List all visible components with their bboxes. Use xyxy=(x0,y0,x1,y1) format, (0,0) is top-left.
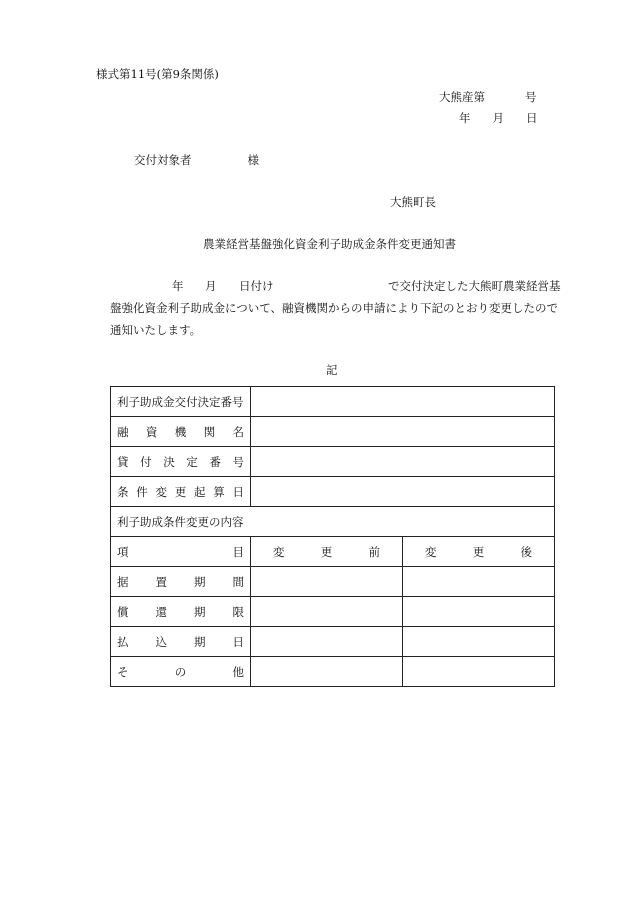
change-start-date-label xyxy=(111,477,251,507)
label-char: 付 xyxy=(140,454,152,469)
issue-date xyxy=(459,110,538,126)
loan-decision-number-label xyxy=(111,447,251,477)
before-change-header xyxy=(251,537,403,567)
label-char: 前 xyxy=(368,544,380,559)
label-char: 期 xyxy=(194,574,206,589)
repayment-deadline-before[interactable] xyxy=(251,597,403,627)
document-number xyxy=(439,89,537,105)
deferment-period-after[interactable] xyxy=(403,567,555,597)
table-row xyxy=(111,507,555,537)
label-char: 目 xyxy=(232,544,244,559)
body-dated: 日付け xyxy=(239,279,274,293)
payment-date-label xyxy=(111,627,251,657)
decision-number-label: 利子助成金交付決定番号 xyxy=(111,387,251,417)
label-char: 更 xyxy=(174,484,187,499)
financial-institution-label xyxy=(111,417,251,447)
deferment-period-label xyxy=(111,567,251,597)
label-char: 資 xyxy=(145,424,158,439)
label-char: の xyxy=(174,664,187,679)
label-char: 日 xyxy=(232,634,244,649)
table-row xyxy=(111,477,555,507)
label-char: 置 xyxy=(155,574,167,589)
other-after[interactable] xyxy=(403,657,555,687)
label-char: 決 xyxy=(163,454,175,469)
label-char: 間 xyxy=(232,574,244,589)
body-date-month: 月 xyxy=(205,279,217,293)
table-row xyxy=(111,657,555,687)
table-row xyxy=(111,627,555,657)
table-row xyxy=(111,417,555,447)
label-char: 込 xyxy=(155,634,167,649)
label-char: 限 xyxy=(232,604,244,619)
payment-date-before[interactable] xyxy=(251,627,403,657)
ki-heading: 記 xyxy=(326,363,338,377)
table-row xyxy=(111,387,555,417)
table-row xyxy=(111,597,555,627)
label-char: 期 xyxy=(194,604,206,619)
body-line-3: 通知いたします。 xyxy=(110,323,202,337)
repayment-deadline-after[interactable] xyxy=(403,597,555,627)
label-char: 据 xyxy=(117,574,129,589)
body-date-year: 年 xyxy=(172,279,184,293)
label-char: 他 xyxy=(232,664,244,679)
recipient xyxy=(134,152,259,168)
table-row xyxy=(111,567,555,597)
label-char: 払 xyxy=(117,634,129,649)
issuer: 大熊町長 xyxy=(390,195,436,209)
recipient-label: 交付対象者 xyxy=(134,153,192,167)
label-char: そ xyxy=(117,664,129,679)
recipient-honorific: 様 xyxy=(247,153,259,167)
label-char: 更 xyxy=(472,544,485,559)
label-char: 条 xyxy=(117,484,129,499)
form-number: 様式第11号(第9条関係) xyxy=(96,67,219,81)
document-number-suffix: 号 xyxy=(525,90,537,104)
label-char: 日 xyxy=(232,484,244,499)
label-char: 還 xyxy=(155,604,167,619)
document-title: 農業経営基盤強化資金利子助成金条件変更通知書 xyxy=(203,237,456,251)
financial-institution-value[interactable] xyxy=(251,417,555,447)
body-line-2: 盤強化資金利子助成金について、融資機関からの申請により下記のとおり変更したので xyxy=(110,301,559,315)
payment-date-after[interactable] xyxy=(403,627,555,657)
table-row xyxy=(111,447,555,477)
label-char: 件 xyxy=(136,484,148,499)
issue-date-year: 年 xyxy=(459,111,471,125)
deferment-period-before[interactable] xyxy=(251,567,403,597)
label-char: 名 xyxy=(232,424,244,439)
label-char: 変 xyxy=(425,544,437,559)
body-line-1: で交付決定した大熊町農業経営基 xyxy=(388,279,561,293)
other-label xyxy=(111,657,251,687)
label-char: 関 xyxy=(203,424,216,439)
label-char: 変 xyxy=(155,484,167,499)
label-char: 変 xyxy=(273,544,285,559)
issue-date-day: 日 xyxy=(526,111,538,125)
change-details-table xyxy=(110,386,555,687)
label-char: 貸 xyxy=(117,454,129,469)
section-heading: 利子助成条件変更の内容 xyxy=(111,507,555,537)
after-change-header xyxy=(403,537,555,567)
document-number-prefix: 大熊産第 xyxy=(439,90,485,104)
label-char: 後 xyxy=(520,544,532,559)
label-char: 算 xyxy=(213,484,225,499)
other-before[interactable] xyxy=(251,657,403,687)
label-char: 償 xyxy=(117,604,129,619)
item-header xyxy=(111,537,251,567)
label-char: 定 xyxy=(186,454,198,469)
change-start-date-value[interactable] xyxy=(251,477,555,507)
loan-decision-number-value[interactable] xyxy=(251,447,555,477)
decision-number-value[interactable] xyxy=(251,387,555,417)
table-header-row xyxy=(111,537,555,567)
label-char: 期 xyxy=(194,634,206,649)
label-char: 更 xyxy=(320,544,333,559)
label-char: 起 xyxy=(194,484,206,499)
label-char: 機 xyxy=(174,424,187,439)
label-char: 融 xyxy=(117,424,129,439)
repayment-deadline-label xyxy=(111,597,251,627)
issue-date-month: 月 xyxy=(492,111,504,125)
label-char: 号 xyxy=(232,454,244,469)
label-char: 番 xyxy=(209,454,221,469)
label-char: 項 xyxy=(117,544,129,559)
